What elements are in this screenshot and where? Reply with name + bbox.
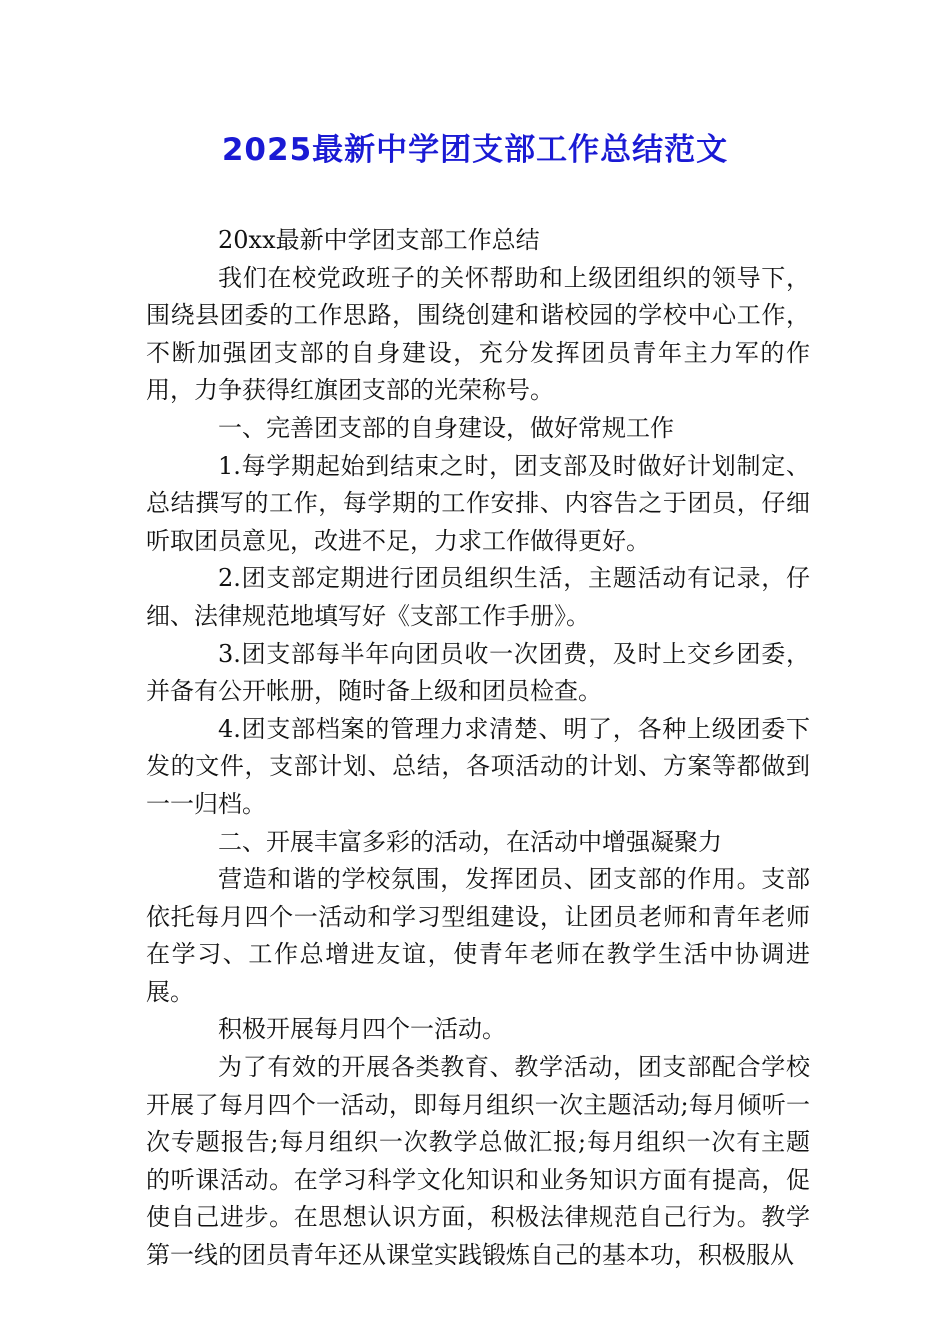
- document-title: 2025最新中学团支部工作总结范文: [221, 132, 729, 168]
- section-heading-1: 一、完善团支部的自身建设，做好常规工作: [218, 413, 674, 442]
- paragraph-item-2: 2.团支部定期进行团员组织生活，主题活动有记录，仔细、法律规范地填写好《支部工作手册》。: [146, 564, 810, 630]
- paragraph-monthly-activity: 积极开展每月四个一活动。: [218, 1015, 506, 1044]
- paragraph-subtitle: 20xx最新中学团支部工作总结: [218, 226, 540, 254]
- paragraph-item-3: 3.团支部每半年向团员收一次团费，及时上交乡团委，并备有公开帐册，随时备上级和团员检查。: [146, 639, 810, 706]
- document-body: [146, 222, 810, 1275]
- paragraph-activity-detail: 为了有效的开展各类教育、教学活动，团支部配合学校开展了每月四个一活动，即每月组织一次主题活动;每月倾听一次专题报告;每月组织一次教学总做汇报;每月组织一次有主题的听课活动。在学习科学文化知识和业务知识方面有提高，促使自己进步。在思想认识方面，积极法律规范自己行为。教学第一线的团员青年还从课堂实践锻炼自己的基本功，积极服从: [146, 1053, 810, 1270]
- paragraph-item-1: 1.每学期起始到结束之时，团支部及时做好计划制定、总结撰写的工作，每学期的工作安排、内容告之于团员，仔细听取团员意见，改进不足，力求工作做得更好。: [146, 451, 810, 555]
- paragraph-atmosphere: 营造和谐的学校氛围，发挥团员、团支部的作用。支部依托每月四个一活动和学习型组建设，让团员老师和青年老师在学习、工作总增进友谊，使青年老师在教学生活中协调进展。: [146, 865, 810, 1006]
- section-heading-2: 二、开展丰富多彩的活动，在活动中增强凝聚力: [218, 827, 722, 856]
- paragraph-intro: 我们在校党政班子的关怀帮助和上级团组织的领导下，围绕县团委的工作思路，围绕创建和谐校园的学校中心工作，不断加强团支部的自身建设，充分发挥团员青年主力军的作用，力争获得红旗团支部的光荣称号。: [146, 263, 810, 405]
- paragraph-item-4: 4.团支部档案的管理力求清楚、明了，各种上级团委下发的文件，支部计划、总结，各项活动的计划、方案等都做到一一归档。: [146, 714, 810, 818]
